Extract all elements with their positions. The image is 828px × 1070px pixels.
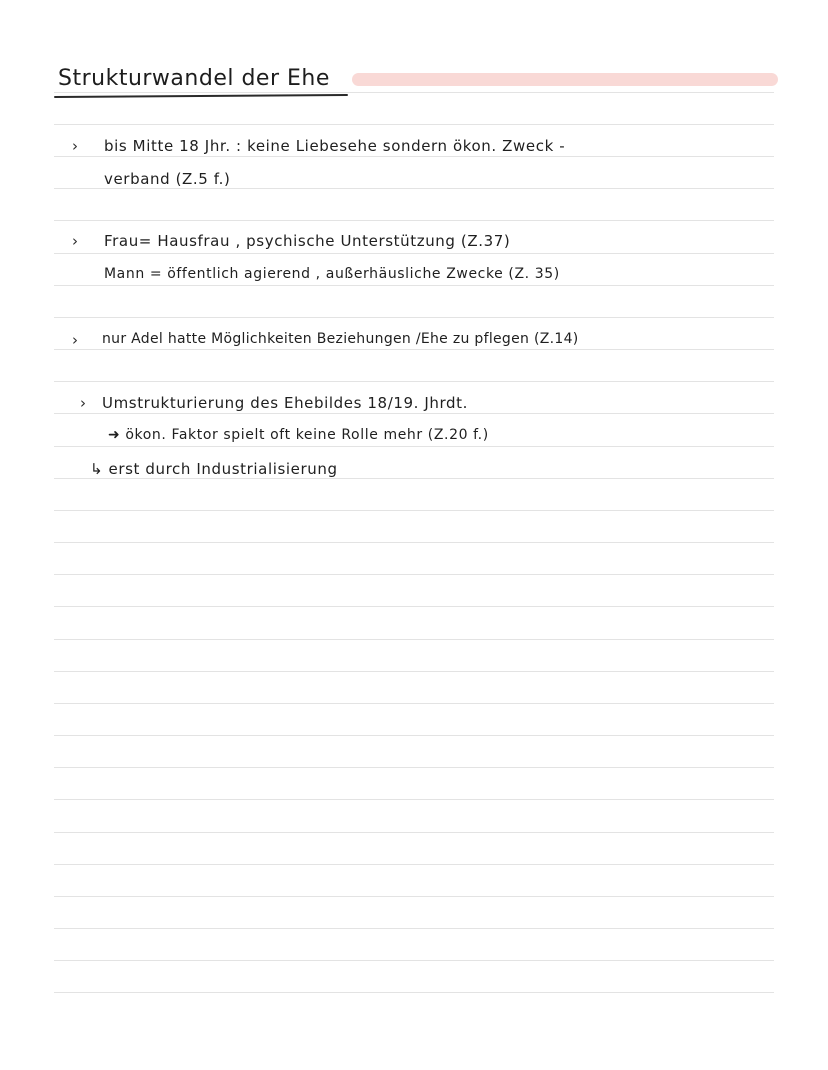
note-line: nur Adel hatte Möglichkeiten Beziehungen /Ehe zu pflegen (Z.14) — [102, 331, 579, 347]
title-highlight-bar — [352, 73, 778, 86]
bullet-marker: › — [80, 394, 86, 412]
ruled-line — [54, 671, 774, 672]
title-underline — [54, 94, 348, 98]
ruled-line — [54, 285, 774, 286]
note-title: Strukturwandel der Ehe — [58, 66, 330, 91]
ruled-line — [54, 349, 774, 350]
ruled-line — [54, 188, 774, 189]
ruled-line — [54, 960, 774, 961]
ruled-line — [54, 864, 774, 865]
ruled-line — [54, 832, 774, 833]
bullet-marker: › — [72, 232, 78, 250]
ruled-line — [54, 510, 774, 511]
ruled-line — [54, 703, 774, 704]
ruled-line — [54, 253, 774, 254]
ruled-line — [54, 606, 774, 607]
ruled-line — [54, 156, 774, 157]
note-line: ➜ ökon. Faktor spielt oft keine Rolle mehr (Z.20 f.) — [108, 427, 489, 443]
note-line: Umstrukturierung des Ehebildes 18/19. Jhrdt. — [102, 394, 468, 412]
ruled-line — [54, 767, 774, 768]
ruled-line — [54, 735, 774, 736]
note-line: Mann = öffentlich agierend , außerhäusliche Zwecke (Z. 35) — [104, 266, 560, 282]
bullet-marker: › — [72, 331, 78, 349]
ruled-line — [54, 574, 774, 575]
ruled-line — [54, 639, 774, 640]
note-line: Frau= Hausfrau , psychische Unterstützung (Z.37) — [104, 232, 511, 250]
ruled-line — [54, 542, 774, 543]
ruled-line — [54, 896, 774, 897]
note-line: ↳ erst durch Industrialisierung — [90, 460, 338, 478]
note-line: verband (Z.5 f.) — [104, 170, 231, 188]
ruled-line — [54, 928, 774, 929]
ruled-line — [54, 317, 774, 318]
ruled-line — [54, 220, 774, 221]
ruled-line — [54, 413, 774, 414]
bullet-marker: › — [72, 137, 78, 155]
ruled-line — [54, 92, 774, 93]
ruled-line — [54, 478, 774, 479]
ruled-line — [54, 124, 774, 125]
ruled-line — [54, 381, 774, 382]
ruled-line — [54, 799, 774, 800]
note-line: bis Mitte 18 Jhr. : keine Liebesehe sondern ökon. Zweck - — [104, 137, 566, 155]
ruled-line — [54, 446, 774, 447]
ruled-line — [54, 992, 774, 993]
